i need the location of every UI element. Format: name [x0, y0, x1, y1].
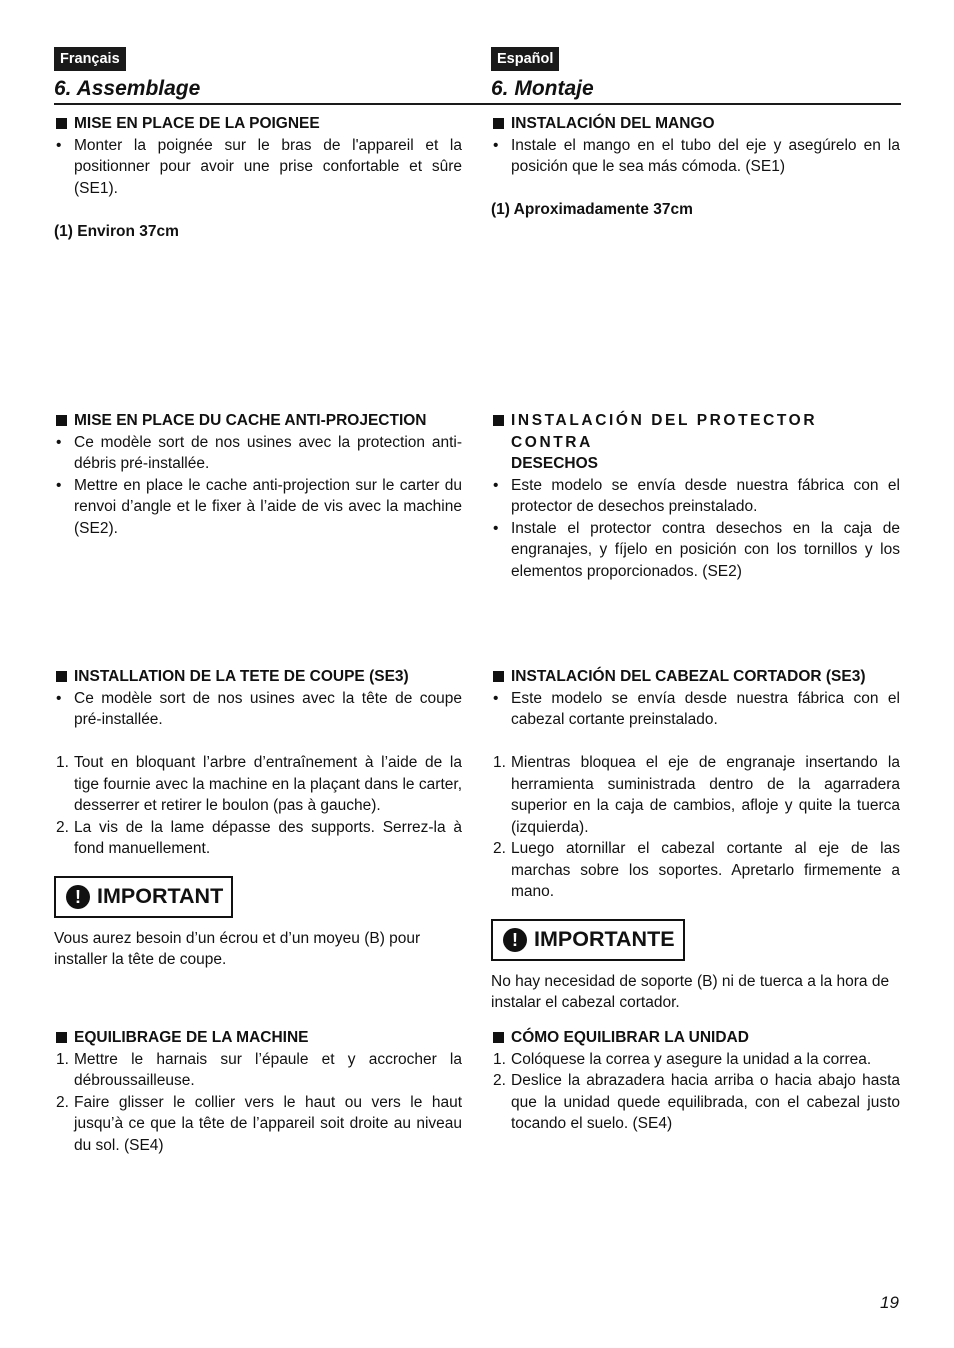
section-handle — [54, 113, 462, 242]
bullet-item: • Este modelo se envía desde nuestra fábrica con el cabezal cortante preinstalado. — [493, 689, 900, 728]
square-bullet-icon — [493, 118, 504, 129]
figure-label: (1) Environ 37cm — [54, 222, 179, 240]
section-balance — [54, 1027, 462, 1156]
numbered-item: 2. Faire glisser le collier vers le haut ou vers le haut jusqu’à ce que la tête de l’appareil soit droite au niveau du sol. (SE4) — [56, 1093, 462, 1154]
section-heading: MISE EN PLACE DU CACHE ANTI-PROJECTION — [54, 410, 462, 432]
bullet-item: • Mettre en place le cache anti-projection sur le carter du renvoi d’angle et le fixer à l’aide de vis avec la machine (SE2). — [56, 476, 462, 537]
important-box: ! IMPORTANT — [54, 876, 233, 918]
important-box: ! IMPORTANTE — [491, 919, 685, 961]
section-guard — [54, 410, 462, 539]
exclamation-icon: ! — [66, 885, 90, 909]
square-bullet-icon — [56, 118, 67, 129]
important-note: No hay necesidad de soporte (B) ni de tuerca a la hora de instalar el cabezal cortador. — [491, 972, 890, 1011]
numbered-item: 1. Mientras bloquea el eje de engranaje insertando la herramienta suministrada dentro de la agarradera superior en la caja de cambios, afloje y quite la tuerca (izquierda). — [493, 754, 900, 836]
figure-label: (1) Aproximadamente 37cm — [491, 201, 693, 218]
square-bullet-icon — [493, 671, 504, 682]
important-note: Vous aurez besoin d’un écrou et d’un moyeu (B) pour installer la tête de coupe. — [54, 929, 421, 968]
section-title: 6. Montaje — [491, 77, 594, 100]
section-handle — [491, 113, 900, 221]
bullet-item: • Instale el mango en el tubo del eje y asegúrelo en la posición que le sea más cómoda. (SE1) — [493, 136, 900, 175]
square-bullet-icon — [56, 671, 67, 682]
section-heading: INSTALACIÓN DEL PROTECTOR CONTRA — [491, 410, 900, 453]
numbered-item: 1. Tout en bloquant l’arbre d’entraînement à l’aide de la tige fournie avec la machine en la plaçant dans le carter, desserrer et retirer le boulon (pas à gauche). — [56, 754, 462, 814]
section-heading-cont: DESECHOS — [511, 455, 598, 472]
numbered-item: 2. La vis de la lame dépasse des supports. Serrez-la à fond manuellement. — [56, 818, 462, 857]
section-heading: CÓMO EQUILIBRAR LA UNIDAD — [491, 1027, 900, 1049]
bullet-item: • Monter la poignée sur le bras de l'appareil et la positionner pour avoir une prise confortable et sûre (SE1). — [56, 136, 462, 197]
section-cutting-head — [491, 666, 900, 1014]
bullet-item: • Ce modèle sort de nos usines avec la tête de coupe pré-installée. — [56, 689, 462, 728]
numbered-item: 2. Deslice la abrazadera hacia arriba o hacia abajo hasta que la unidad quede equilibrada, con el cabezal justo tocando el suelo. (SE4) — [493, 1072, 900, 1132]
bullet-item: • Ce modèle sort de nos usines avec la protection anti-débris pré-installée. — [56, 433, 462, 472]
bullet-item: • Instale el protector contra desechos en la caja de engranajes, y fíjelo en posición con los tornillos y los elementos proporcionados. (SE2) — [493, 519, 900, 580]
header-rule — [54, 103, 901, 105]
language-tag: Español — [491, 47, 559, 71]
bullet-item: • Este modelo se envía desde nuestra fábrica con el protector de desechos preinstalado. — [493, 476, 900, 515]
section-heading: INSTALLATION DE LA TETE DE COUPE (SE3) — [54, 666, 462, 688]
square-bullet-icon — [493, 415, 504, 426]
numbered-item: 1. Mettre le harnais sur l’épaule et y accrocher la débroussailleuse. — [56, 1050, 462, 1089]
exclamation-icon: ! — [503, 928, 527, 952]
numbered-item: 1. Colóquese la correa y asegure la unidad a la correa. — [493, 1050, 872, 1068]
section-heading: INSTALACIÓN DEL MANGO — [491, 113, 900, 135]
section-heading: INSTALACIÓN DEL CABEZAL CORTADOR (SE3) — [491, 666, 900, 688]
section-guard — [491, 410, 900, 582]
page-number: 19 — [880, 1293, 899, 1312]
language-tag: Français — [54, 47, 126, 71]
section-cutting-head — [54, 666, 462, 971]
section-balance — [491, 1027, 900, 1135]
numbered-item: 2. Luego atornillar el cabezal cortante al eje de las marchas sobre los soportes. Apretarlo firmemente a mano. — [493, 840, 900, 900]
section-heading: EQUILIBRAGE DE LA MACHINE — [54, 1027, 462, 1049]
section-heading: MISE EN PLACE DE LA POIGNEE — [54, 113, 462, 135]
square-bullet-icon — [56, 1032, 67, 1043]
square-bullet-icon — [493, 1032, 504, 1043]
section-title: 6. Assemblage — [54, 77, 201, 100]
square-bullet-icon — [56, 415, 67, 426]
